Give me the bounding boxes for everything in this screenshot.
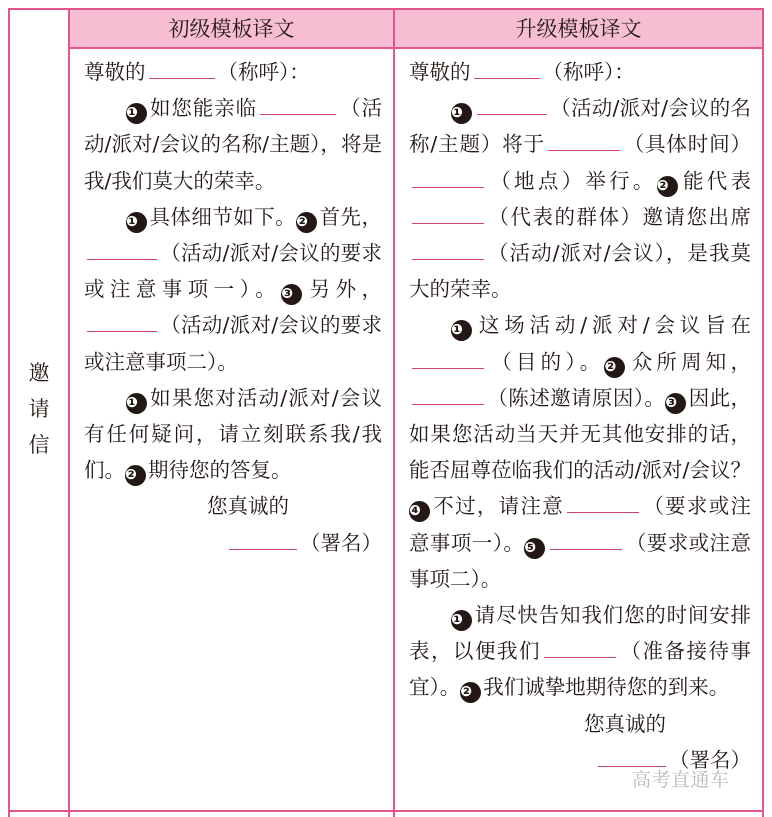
fill-blank — [567, 492, 639, 513]
row-label-char: 信 — [28, 433, 50, 457]
marker-2: ❷ — [125, 465, 146, 486]
fill-blank — [598, 746, 666, 767]
table-bottom-border — [8, 810, 764, 812]
advanced-salutation: 尊敬的 （称呼）： — [409, 60, 635, 84]
fill-blank — [412, 384, 484, 405]
basic-template — [84, 54, 382, 561]
row-label — [10, 355, 68, 463]
watermark: 高考直通车 — [632, 769, 730, 791]
marker-1: ❶ — [126, 393, 147, 414]
advanced-signature-line: （署名） — [409, 742, 751, 778]
marker-3: ❸ — [281, 284, 302, 305]
advanced-paragraph-2: ❶ 这场活动/派对/会议旨在（目的）。❷ 众所周知，（陈述邀请原因）。❸ 因此，如果您活动当天并无其他安排的话，能否屈尊莅临我们的活动/派对/会议？❹ 不过，请注意 （要求或注意事项一）。❺ （要求或注意事项二）。 — [409, 313, 752, 591]
fill-blank — [544, 637, 616, 658]
advanced-template — [409, 54, 751, 778]
advanced-paragraph-1: ❶ （活动/派对/会议的名称/主题）将于 （具体时间）（地点）举行。❷ 能代表（代表的群体）邀请您出席（活动/派对/会议），是我莫大的荣幸。 — [409, 96, 752, 302]
row-label-char: 请 — [28, 397, 50, 421]
marker-2: ❷ — [604, 357, 625, 378]
fill-blank — [550, 529, 622, 550]
basic-salutation: 尊敬的 （称呼）： — [84, 60, 310, 84]
column-divider-middle — [393, 8, 395, 817]
marker-1: ❶ — [451, 320, 472, 341]
fill-blank — [477, 94, 547, 115]
marker-2: ❷ — [657, 176, 678, 197]
basic-paragraph-1: ❶ 如您能亲临 （活动/派对/会议的名称/主题），将是我/我们莫大的荣幸。 — [84, 96, 382, 193]
basic-paragraph-3: ❶ 如果您对活动/派对/会议有任何疑问，请立刻联系我/我们。❷ 期待您的答复。 — [84, 380, 382, 489]
fill-blank — [474, 58, 540, 79]
row-label-char: 邀 — [28, 361, 50, 385]
advanced-closing: 您真诚的 — [584, 711, 666, 736]
fill-blank — [412, 203, 484, 224]
marker-3: ❸ — [665, 393, 686, 414]
fill-blank — [149, 58, 215, 79]
fill-blank — [412, 348, 484, 369]
basic-signature-line: （署名） — [84, 525, 382, 561]
fill-blank — [87, 239, 157, 260]
marker-4: ❹ — [409, 501, 430, 522]
fill-blank — [260, 94, 336, 115]
basic-closing: 您真诚的 — [207, 494, 289, 519]
marker-1: ❶ — [451, 610, 472, 631]
marker-2: ❷ — [296, 212, 317, 233]
marker-1: ❶ — [126, 212, 147, 233]
fill-blank — [229, 529, 297, 550]
fill-blank — [412, 167, 484, 188]
marker-1: ❶ — [451, 103, 472, 124]
header-advanced: 升级模板译文 — [515, 17, 642, 41]
fill-blank — [87, 311, 157, 332]
fill-blank — [412, 239, 484, 260]
marker-5: ❺ — [524, 538, 545, 559]
marker-1: ❶ — [126, 103, 147, 124]
marker-2: ❷ — [460, 682, 481, 703]
basic-paragraph-2: ❶ 具体细节如下。❷ 首先，（活动/派对/会议的要求或注意事项一）。❸ 另外，（活动/派对/会议的要求或注意事项二）。 — [84, 204, 383, 374]
column-divider-label — [68, 8, 70, 817]
header-basic: 初级模板译文 — [168, 17, 295, 41]
advanced-paragraph-3: ❶ 请尽快告知我们您的时间安排表，以便我们 （准备接待事宜）。❷ 我们诚挚地期待您的到来。 — [409, 597, 751, 706]
fill-blank — [548, 130, 620, 151]
